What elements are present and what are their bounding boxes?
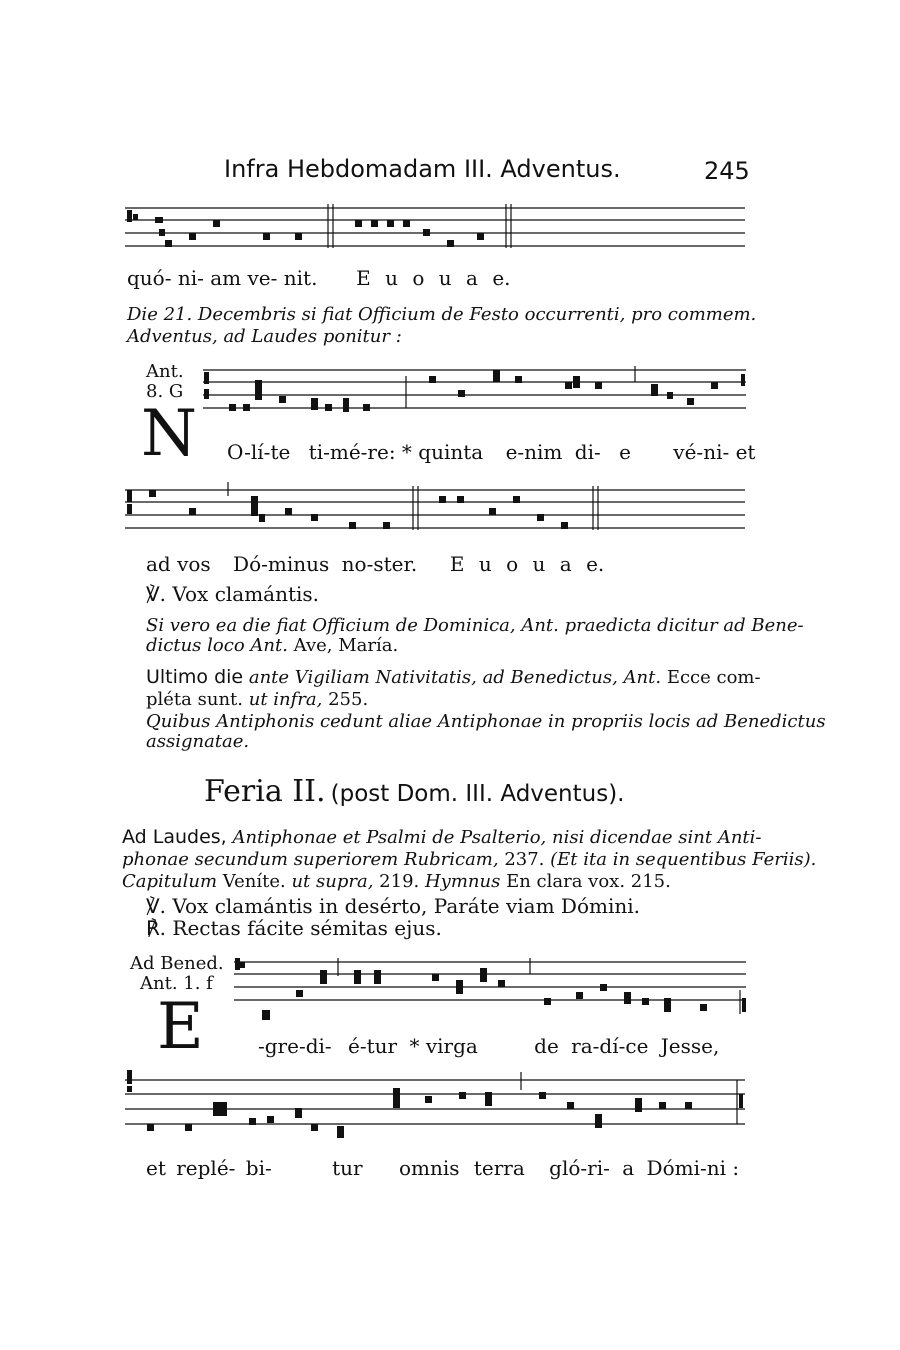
initial-letter-e: E (157, 990, 204, 1064)
syllable: e (619, 440, 631, 464)
hymnus-text: En clara vox. 215. (506, 871, 671, 892)
clef (127, 1070, 132, 1092)
bar-lines (338, 958, 740, 1014)
syllable: am (210, 266, 242, 290)
lyrics-line-5 (146, 1156, 746, 1180)
antiphon-label-1 (146, 362, 184, 402)
syllable: Dó-minus (233, 552, 330, 576)
versicle-text: Vox clamántis in desérto, Paráte viam Dómini. (172, 894, 640, 918)
syllable: O-lí-te (227, 440, 291, 464)
ad-laudes-italic: (Et ita in sequentibus Feriis). (550, 849, 817, 870)
response-symbol: ℟. (146, 916, 167, 940)
antiphon-label-2 (130, 954, 224, 994)
capitulum-text: Veníte. (222, 871, 286, 892)
euouae: e. (492, 266, 511, 290)
versicle-1 (146, 582, 319, 606)
mode-label: Ant. 1. f (140, 973, 213, 994)
neumes (149, 490, 568, 529)
capitulum-label: Capitulum (122, 871, 218, 892)
syllable: a (622, 1156, 635, 1180)
initial-letter-n: N (141, 397, 197, 471)
ad-laudes-italic: ut supra, (291, 871, 374, 892)
versicle-2 (146, 894, 640, 918)
lyrics-line-3 (146, 552, 706, 576)
syllable: bi- (245, 1156, 272, 1180)
syllable: -gre-di- (258, 1034, 332, 1058)
staff-lines (125, 490, 745, 528)
euouae: E (449, 552, 465, 576)
header-title: Infra Hebdomadam III. Adventus. (224, 155, 621, 183)
rubric-line: Adventus, ad Laudes ponitur : (127, 326, 402, 347)
clef (204, 372, 209, 399)
ad-laudes-italic: phonae secundum superiorem Rubricam, (122, 849, 499, 870)
syllable: replé- (176, 1156, 236, 1180)
rubric-2 (146, 615, 804, 656)
syllable: nit. (283, 266, 318, 290)
syllable: gló-ri- (549, 1156, 610, 1180)
syllable: tur (332, 1156, 363, 1180)
rubric-line: Quibus Antiphonis cedunt aliae Antiphonae in propriis locis ad Benedictus (146, 711, 826, 732)
feria-heading (204, 774, 625, 809)
syllable: Jesse, (660, 1034, 720, 1058)
syllable: ni- (177, 266, 204, 290)
response-2 (146, 916, 442, 940)
rubric-3 (146, 711, 826, 752)
rubric-line: Die 21. Decembris si fiat Officium de Festo occurrenti, pro commem. (127, 304, 757, 325)
euouae: u (478, 552, 492, 576)
ultimo-paragraph (146, 666, 761, 711)
syllable: e-nim (505, 440, 563, 464)
rubric-line: Si vero ea die fiat Officium de Dominica, Ant. praedicta dicitur ad Bene- (146, 615, 804, 636)
clef (235, 958, 245, 970)
ad-laudes-lead: Ad Laudes, (122, 826, 227, 848)
rubric-line: assignatae. (146, 731, 250, 752)
euouae: o (412, 266, 425, 290)
lyrics-line-2 (227, 440, 756, 464)
lyrics-line-4 (258, 1034, 728, 1058)
syllable: et (735, 440, 756, 464)
neumes (155, 217, 484, 247)
neumes (229, 370, 745, 412)
euouae: u (385, 266, 399, 290)
ultimo-lead: Ultimo die (146, 666, 244, 688)
syllable: Dómi-ni : (646, 1156, 740, 1180)
ad-laudes-italic: Antiphonae et Psalmi de Psalterio, nisi dicendae sint Anti- (232, 827, 762, 848)
syllable: et (146, 1156, 166, 1180)
hymnus-label: Hymnus (424, 871, 501, 892)
ultimo-italic: ante Vigiliam Nativitatis, ad Benedictus, Ant. (248, 667, 662, 688)
running-header (224, 155, 621, 183)
rubric-plain: Ave, María. (293, 635, 399, 656)
staff-1 (125, 200, 747, 260)
euouae: o (506, 552, 519, 576)
syllable: de (534, 1034, 559, 1058)
syllable: * virga (409, 1034, 478, 1058)
staff-4 (234, 954, 749, 1026)
staff-5 (125, 1068, 747, 1140)
neumes (262, 968, 746, 1020)
euouae: a (559, 552, 572, 576)
syllable: vé-ni- (673, 440, 730, 464)
versicle-text: Vox clamántis. (172, 582, 320, 606)
euouae: u (438, 266, 452, 290)
syllable: no-ster. (341, 552, 418, 576)
rubric-1 (127, 304, 757, 348)
lyrics-line-1 (127, 266, 727, 290)
ultimo-plain: Ecce com- (666, 667, 761, 688)
euouae: E (356, 266, 371, 290)
ant-label: Ad Bened. (130, 953, 224, 974)
ultimo-plain: pléta sunt. (146, 689, 243, 710)
feria-subtitle: (post Dom. III. Adventus). (330, 781, 625, 807)
syllable: ti-mé-re: (308, 440, 396, 464)
syllable: ra-dí-ce (571, 1034, 649, 1058)
ultimo-italic: ut infra, (248, 689, 323, 710)
syllable: di- (574, 440, 601, 464)
syllable: terra (473, 1156, 525, 1180)
staff-lines (234, 962, 746, 1000)
syllable: * quinta (401, 440, 484, 464)
versicle-symbol: ℣. (146, 582, 167, 606)
syllable: ve- (247, 266, 278, 290)
staff-2 (203, 362, 748, 422)
syllable: ad vos (146, 552, 211, 576)
ant-label: Ant. (146, 361, 184, 382)
staff-3 (125, 482, 747, 542)
mode-label: 8. G (146, 381, 184, 402)
page-ref: 237. (504, 849, 545, 870)
syllable: omnis (398, 1156, 460, 1180)
page-ref: 219. (379, 871, 420, 892)
response-text: Rectas fácite sémitas ejus. (172, 916, 442, 940)
page-ref: 255. (328, 689, 369, 710)
page-number: 245 (704, 157, 750, 185)
versicle-symbol: ℣. (146, 894, 167, 918)
euouae: u (532, 552, 546, 576)
ad-laudes-paragraph (122, 826, 817, 893)
feria-title: Feria II. (204, 774, 326, 809)
euouae: a (466, 266, 478, 290)
rubric-italic: dictus loco Ant. (146, 635, 288, 656)
syllable: quó- (127, 266, 172, 290)
syllable: é-tur (348, 1034, 398, 1058)
clef (127, 490, 132, 514)
euouae: e. (586, 552, 605, 576)
bar-lines (228, 482, 598, 530)
neumes (147, 1088, 743, 1138)
